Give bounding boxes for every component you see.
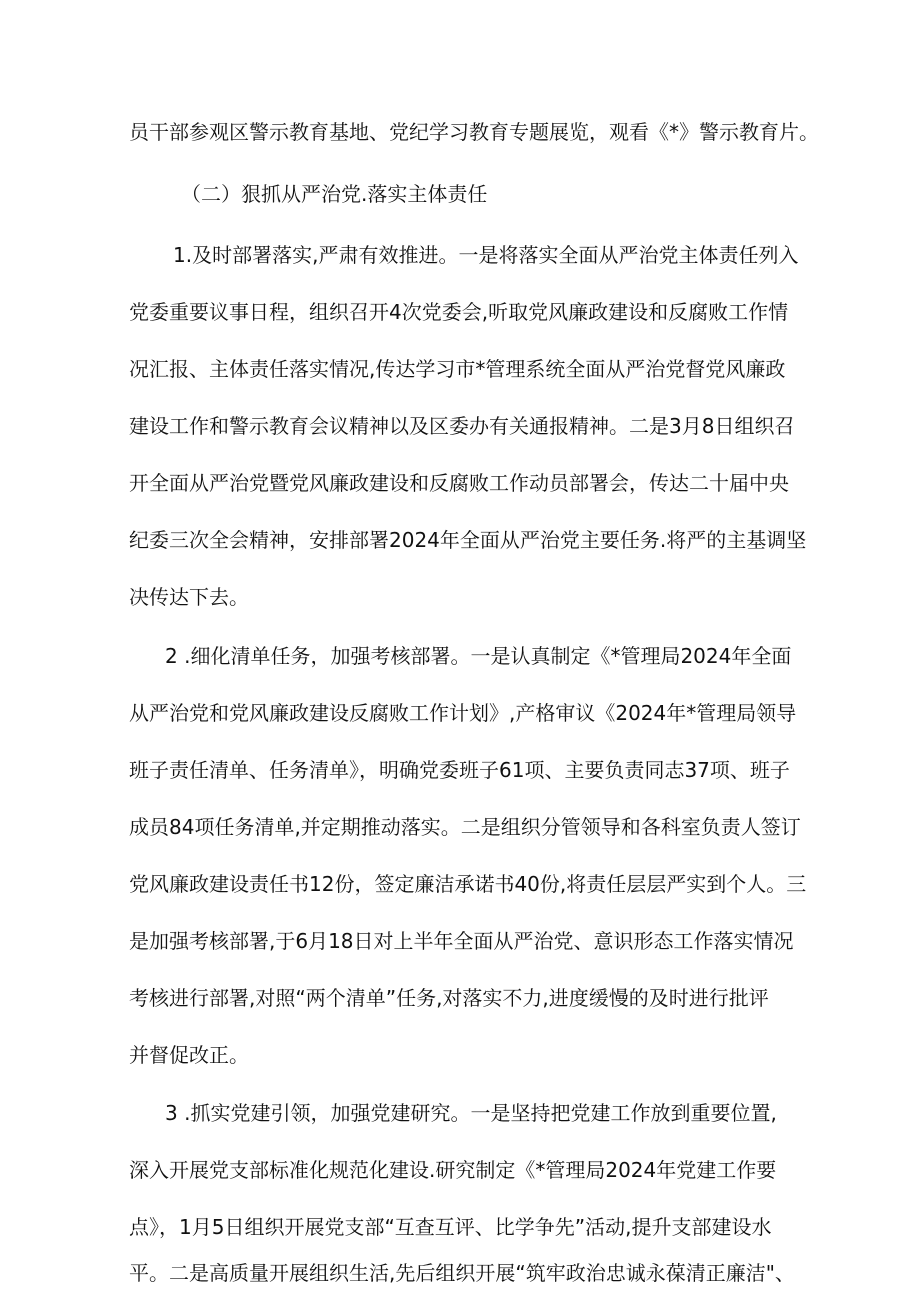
text-line: 3 .抓实党建引领，加强党建研究。一是坚持把党建工作放到重要位置,: [165, 1101, 777, 1125]
text-line: 1.及时部署落实,严肃有效推进。一是将落实全面从严治党主体责任列入: [173, 243, 799, 267]
text-line: 成员84项任务清单,并定期推动落实。二是组织分管领导和各科室负责人签订: [129, 815, 801, 839]
text-line: 况汇报、主体责任落实情况,传达学习市*管理系统全面从严治党督党风廉政: [129, 357, 786, 381]
text-line: 深入开展党支部标准化规范化建设.研究制定《*管理局2024年党建工作要: [129, 1158, 777, 1182]
text-line: 决传达下去。: [129, 585, 249, 609]
text-line: 开全面从严治党暨党风廉政建设和反腐败工作动员部署会，传达二十届中央: [129, 471, 789, 495]
text-line: 党风廉政建设责任书12份，签定廉洁承诺书40份,将责任层层严实到个人。三: [129, 872, 807, 896]
text-line: 点》，1月5日组织开展党支部“互查互评、比学争先”活动,提升支部建设水: [129, 1215, 772, 1239]
section-heading: （二）狠抓从严治党.落实主体责任: [181, 182, 488, 206]
text-line: 并督促改正。: [129, 1043, 249, 1067]
text-line: 建设工作和警示教育会议精神以及区委办有关通报精神。二是3月8日组织召: [129, 414, 795, 438]
text-line: 班子责任清单、任务清单》，明确党委班子61项、主要负责同志37项、班子: [129, 758, 790, 782]
text-line: 平。二是高质量开展组织生活,先后组织开展“筑牢政治忠诚永葆清正廉洁"、: [129, 1261, 795, 1285]
text-line: 考核进行部署,对照“两个清单”任务,对落实不力,进度缓慢的及时进行批评: [129, 986, 769, 1010]
text-line: 党委重要议事日程，组织召开4次党委会,听取党风廉政建设和反腐败工作情: [129, 300, 789, 324]
text-line: 从严治党和党风廉政建设反腐败工作计划》,产格审议《2024年*管理局领导: [129, 701, 797, 725]
text-line: 2 .细化清单任务，加强考核部署。一是认真制定《*管理局2024年全面: [165, 644, 792, 668]
text-line: 是加强考核部署,于6月18日对上半年全面从严治党、意识形态工作落实情况: [129, 929, 794, 953]
text-line: 纪委三次全会精神，安排部署2024年全面从严治党主要任务.将严的主基调坚: [129, 528, 807, 552]
text-line: 员干部参观区警示教育基地、党纪学习教育专题展览，观看《*》警示教育片。: [129, 120, 819, 144]
